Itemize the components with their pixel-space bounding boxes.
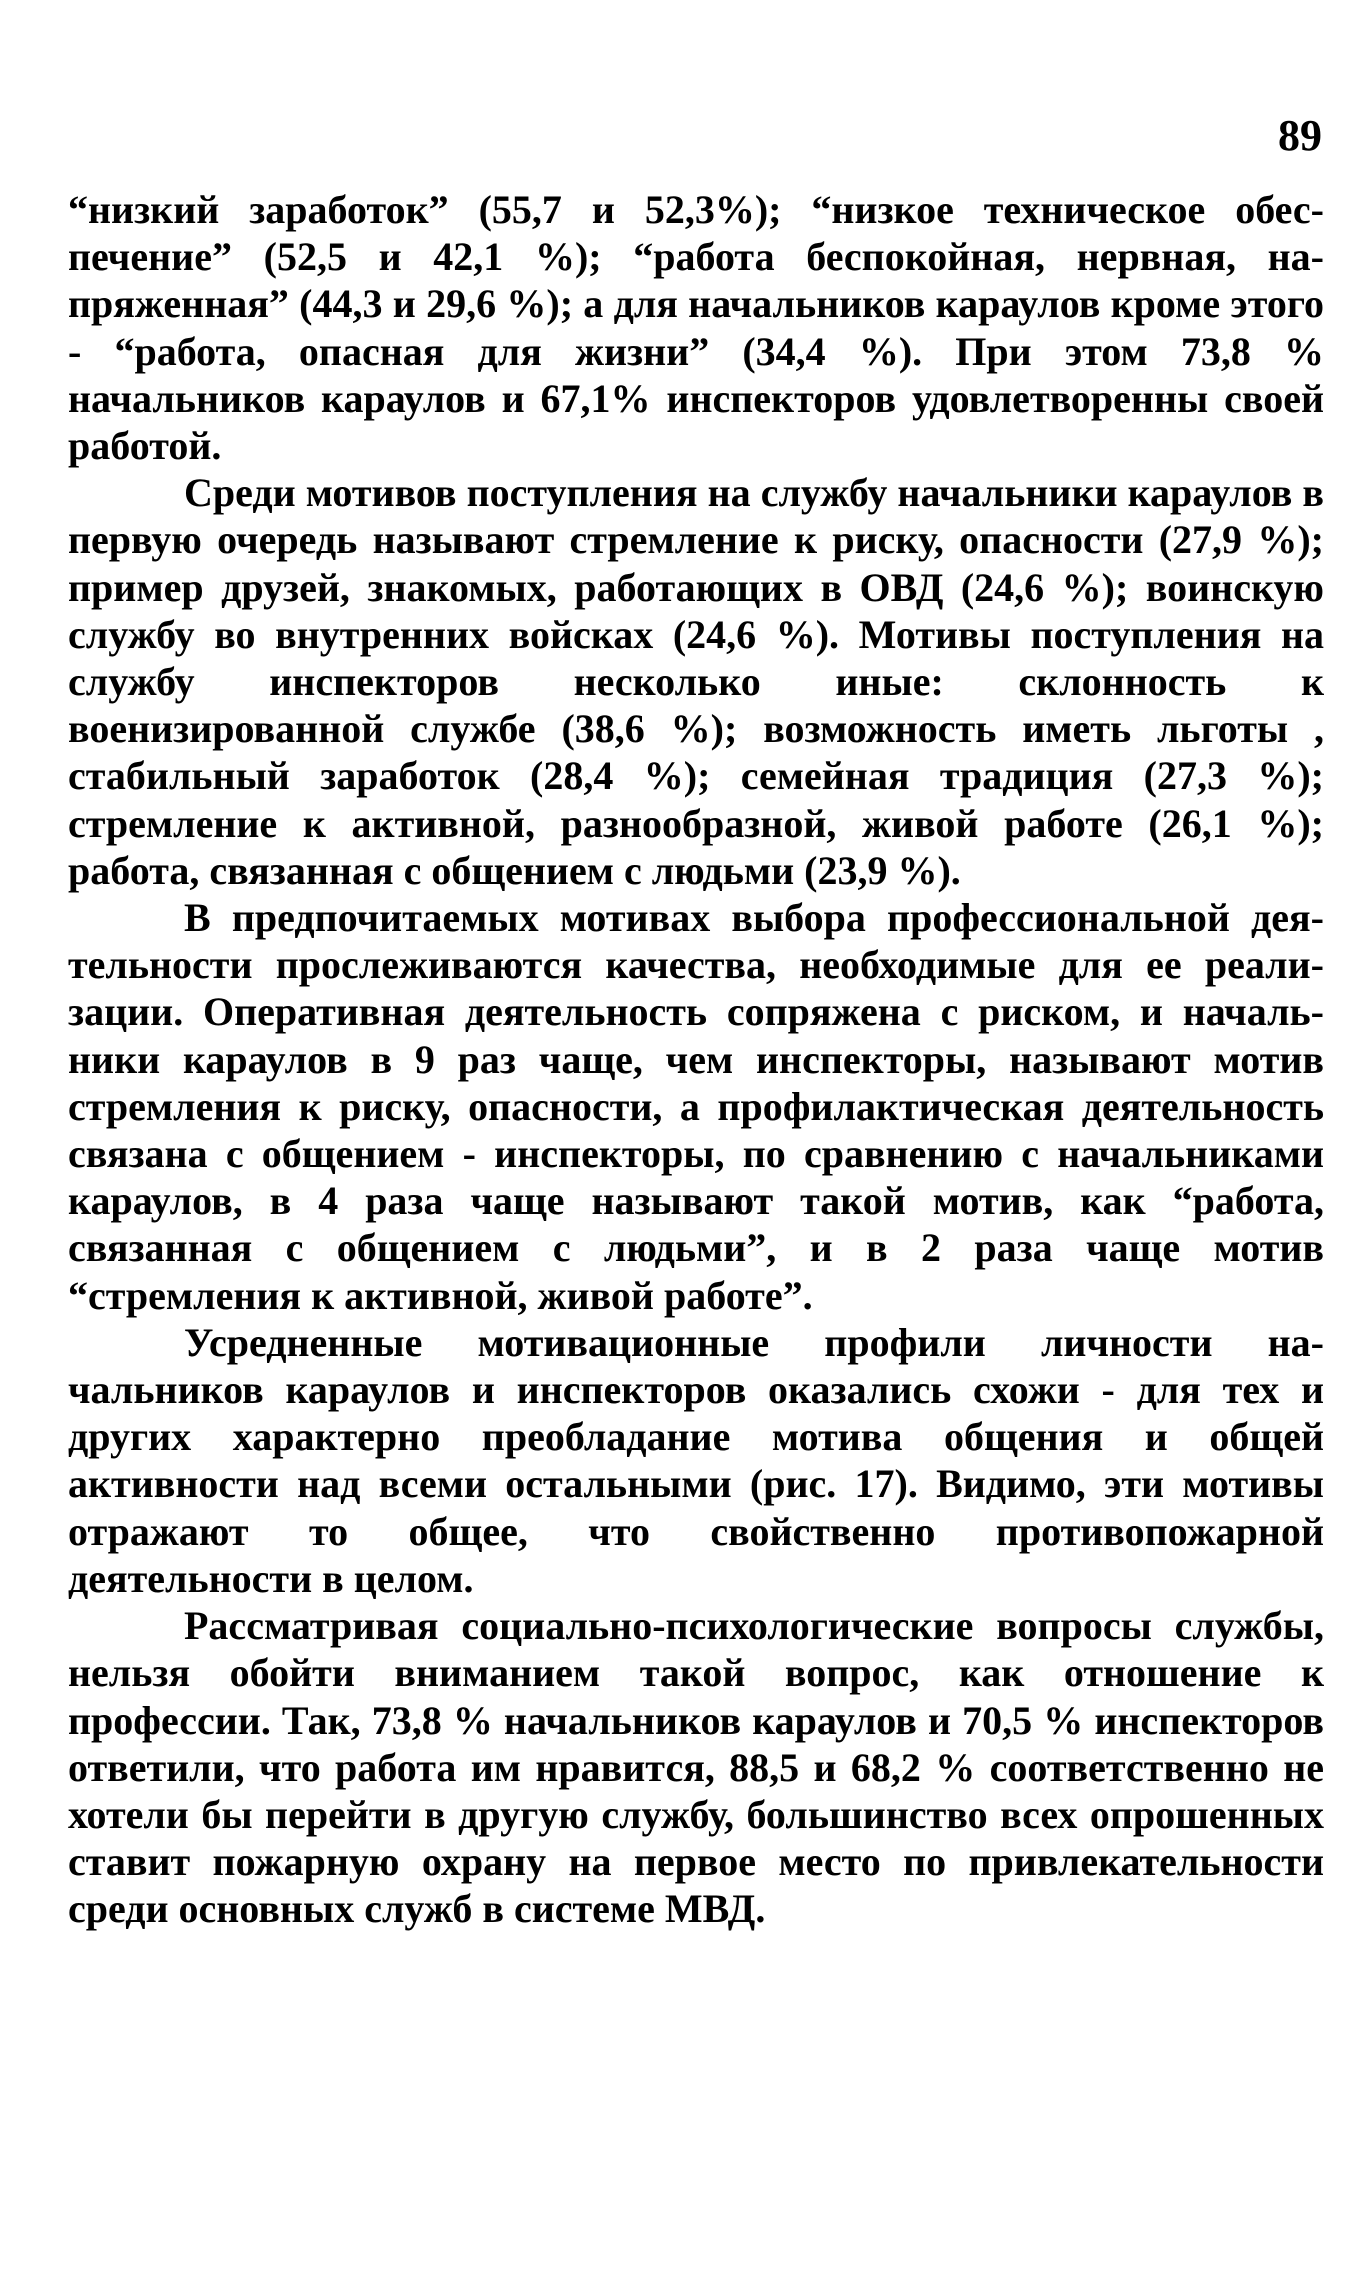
paragraph-5: Рассматривая социально-психологические вопросы службы, нельзя обойти вниманием такой вопрос, как отношение к профессии. Так, 73,8 % начальников караулов и 70,5 % инспекторов ответили, что работа им нравится, 88,5 и 68,2 % соответственно не хотели бы перейти в другую службу, большинство всех опрошенных ставит пожарную охрану на первое место по привлекательности среди основных служб в системе МВД. xyxy=(68,1603,1324,1932)
paragraph-1: “низкий заработок” (55,7 и 52,3%); “низкое техническое обеспечение” (52,5 и 42,1 %); “работа беспокойная, нервная, напряженная” (44,3 и 29,6 %); а для начальников караулов кроме этого - “работа, опасная для жизни” (34,4 %). При этом 73,8 % начальников караулов и 67,1% инспекторов удовлетворенны своей работой. xyxy=(68,187,1324,469)
paragraph-3: В предпочитаемых мотивах выбора профессиональной деятельности прослеживаются качества, необходимые для ее реализации. Оперативная деятельность сопряжена с риском, и начальники караулов в 9 раз чаще, чем инспекторы, называют мотив стремления к риску, опасности, а профилактическая деятельность связана с общением - инспекторы, по сравнению с начальниками караулов, в 4 раза чаще называют такой мотив, как “работа, связанная с общением с людьми”, и в 2 раза чаще мотив “стремления к активной, живой работе”. xyxy=(68,895,1324,1318)
page-number: 89 xyxy=(1278,111,1322,160)
paragraph-4: Усредненные мотивационные профили личности начальников караулов и инспекторов оказались схожи - для тех и других характерно преобладание мотива общения и общей активности над всеми остальными (рис. 17). Видимо, эти мотивы отражают то общее, что свойственно противопожарной деятельности в целом. xyxy=(68,1319,1324,1601)
paragraph-2: Среди мотивов поступления на службу начальники караулов в первую очередь называют стремление к риску, опасности (27,9 %); пример друзей, знакомых, работающих в ОВД (24,6 %); воинскую службу во внутренних войсках (24,6 %). Мотивы поступления на службу инспекторов несколько иные: склонность к военизированной службе (38,6 %); возможность иметь льготы , стабильный заработок (28,4 %); семейная традиция (27,3 %); стремление к активной, разнообразной, живой работе (26,1 %); работа, связанная с общением с людьми (23,9 %). xyxy=(68,470,1324,893)
body-text xyxy=(68,186,1324,1933)
